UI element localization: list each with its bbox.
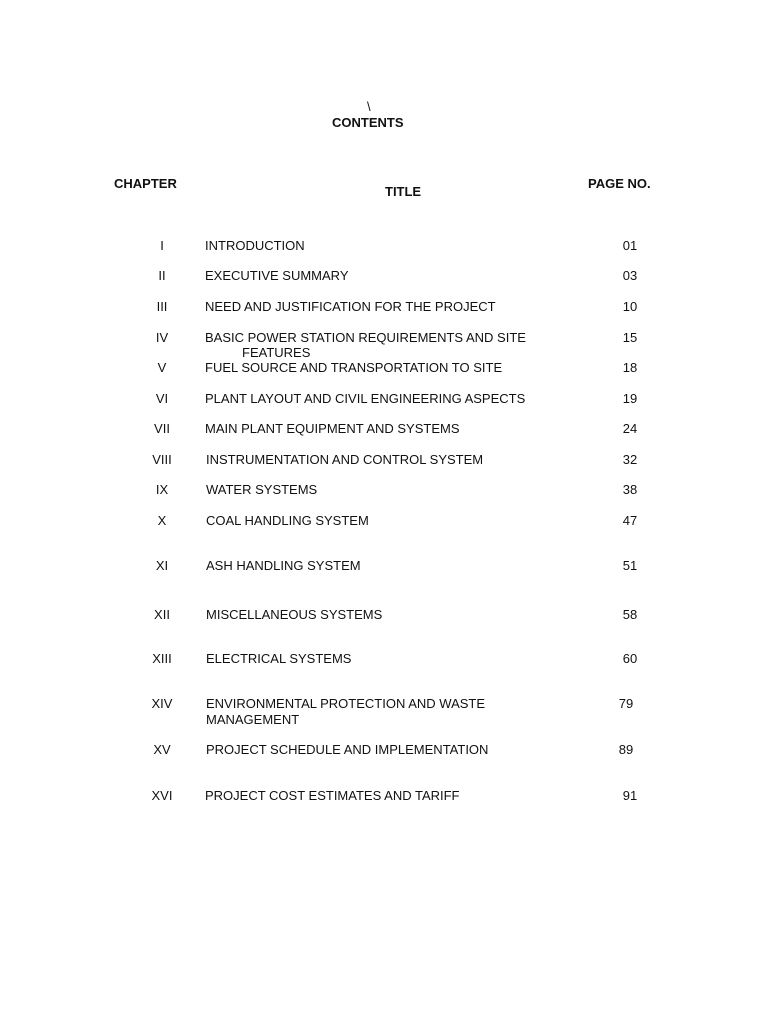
- page-number: 19: [622, 391, 638, 406]
- page-number: 91: [622, 788, 638, 803]
- header-marker: \: [367, 99, 371, 114]
- chapter-title: PROJECT COST ESTIMATES AND TARIFF: [205, 788, 460, 803]
- chapter-title: INSTRUMENTATION AND CONTROL SYSTEM: [206, 452, 484, 467]
- page-number: 89: [618, 742, 634, 757]
- chapter-number: IV: [155, 330, 169, 345]
- chapter-title: NEED AND JUSTIFICATION FOR THE PROJECT: [205, 299, 496, 314]
- page-number: 47: [622, 513, 638, 528]
- chapter-title: PROJECT SCHEDULE AND IMPLEMENTATION: [206, 742, 489, 757]
- chapter-number: VIII: [152, 452, 172, 467]
- page-number: 01: [622, 238, 638, 253]
- page-number: 10: [622, 299, 638, 314]
- chapter-number: VI: [155, 391, 169, 406]
- chapter-title: PLANT LAYOUT AND CIVIL ENGINEERING ASPECTS: [205, 391, 526, 406]
- chapter-number: III: [156, 299, 168, 314]
- chapter-number: X: [157, 513, 167, 528]
- page-number: 51: [622, 558, 638, 573]
- chapter-number: IX: [155, 482, 169, 497]
- page-number: 32: [622, 452, 638, 467]
- chapter-title: BASIC POWER STATION REQUIREMENTS AND SITE: [205, 330, 526, 345]
- page-number: 24: [622, 421, 638, 436]
- chapter-number: XVI: [151, 788, 173, 803]
- chapter-title: ASH HANDLING SYSTEM: [206, 558, 361, 573]
- chapter-title: EXECUTIVE SUMMARY: [205, 268, 349, 283]
- chapter-number: XII: [154, 607, 170, 622]
- page-number: 15: [622, 330, 638, 345]
- page-number: 03: [622, 268, 638, 283]
- chapter-number: XI: [155, 558, 169, 573]
- chapter-number: I: [160, 238, 164, 253]
- chapter-number: II: [158, 268, 166, 283]
- chapter-title: MAIN PLANT EQUIPMENT AND SYSTEMS: [205, 421, 460, 436]
- chapter-title: COAL HANDLING SYSTEM: [206, 513, 369, 528]
- column-header-page: PAGE NO.: [588, 176, 651, 191]
- chapter-title: WATER SYSTEMS: [206, 482, 318, 497]
- page-title: CONTENTS: [332, 115, 404, 130]
- chapter-number: XIII: [152, 651, 172, 666]
- chapter-title: INTRODUCTION: [205, 238, 305, 253]
- chapter-title: FUEL SOURCE AND TRANSPORTATION TO SITE: [205, 360, 503, 375]
- chapter-title: ELECTRICAL SYSTEMS: [206, 651, 352, 666]
- chapter-title-continuation: MANAGEMENT: [206, 712, 300, 727]
- chapter-number: VII: [154, 421, 170, 436]
- page-number: 38: [622, 482, 638, 497]
- page-number: 18: [622, 360, 638, 375]
- column-header-title: TITLE: [385, 184, 422, 199]
- chapter-title-continuation: FEATURES: [242, 345, 311, 360]
- column-header-chapter: CHAPTER: [114, 176, 177, 191]
- chapter-title: MISCELLANEOUS SYSTEMS: [206, 607, 383, 622]
- page-number: 58: [622, 607, 638, 622]
- page-number: 79: [618, 696, 634, 711]
- page-number: 60: [622, 651, 638, 666]
- chapter-number: XIV: [151, 696, 173, 711]
- chapter-number: XV: [153, 742, 171, 757]
- chapter-title: ENVIRONMENTAL PROTECTION AND WASTE: [206, 696, 486, 711]
- chapter-number: V: [157, 360, 167, 375]
